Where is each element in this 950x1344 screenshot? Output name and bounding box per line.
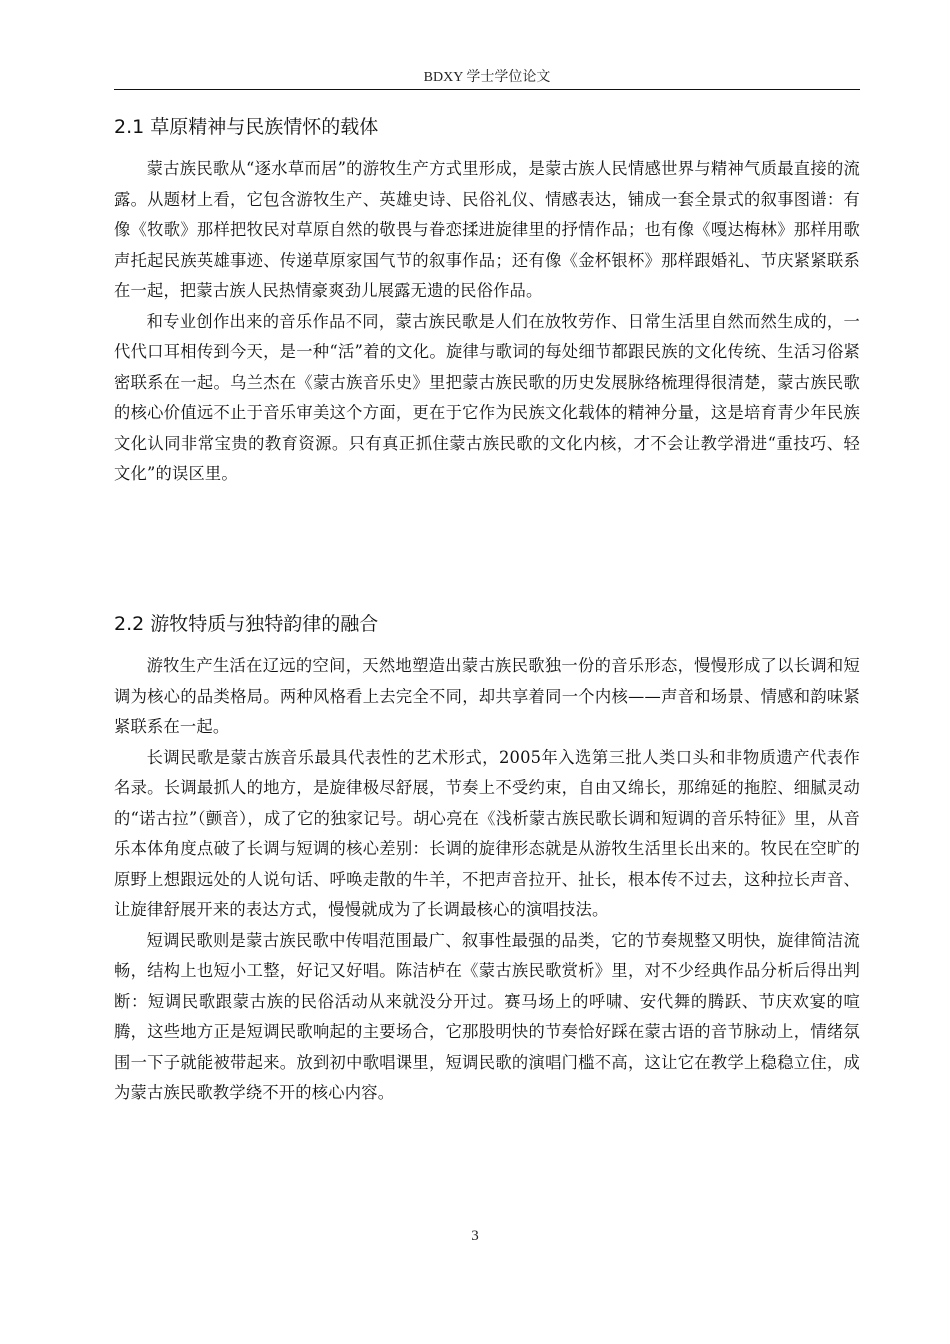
paragraph: 和专业创作出来的音乐作品不同，蒙古族民歌是人们在放牧劳作、日常生活里自然而然生成的，一代代口耳相传到今天，是一种“活”着的文化。旋律与歌词的每处细节都跟民族的文化传统、生活习俗紧密联系在一起。乌兰杰在《蒙古族音乐史》里把蒙古族民歌的历史发展脉络梳理得很清楚，蒙古族民歌的核心价值远不止于音乐审美这个方面，更在于它作为民族文化载体的精神分量，这是培育青少年民族文化认同非常宝贵的教育资源。只有真正抓住蒙古族民歌的文化内核，才不会让教学滑进“重技巧、轻文化”的误区里。 (114, 311, 860, 483)
paragraph: 蒙古族民歌从“逐水草而居”的游牧生产方式里形成，是蒙古族人民情感世界与精神气质最直接的流露。从题材上看，它包含游牧生产、英雄史诗、民俗礼仪、情感表达，铺成一套全景式的叙事图谱：有像《牧歌》那样把牧民对草原自然的敬畏与眷恋揉进旋律里的抒情作品；也有像《嘎达梅林》那样用歌声托起民族英雄事迹、传递草原家国气节的叙事作品；还有像《金杯银杯》那样跟婚礼、节庆紧紧联系在一起，把蒙古族人民热情豪爽劲儿展露无遗的民俗作品。 (114, 159, 860, 300)
section-heading: 2.2 游牧特质与独特韵律的融合 (114, 613, 379, 635)
section-heading: 2.1 草原精神与民族情怀的载体 (114, 116, 379, 138)
paragraph: 长调民歌是蒙古族音乐最具代表性的艺术形式，2005年入选第三批人类口头和非物质遗产代表作名录。长调最抓人的地方，是旋律极尽舒展，节奏上不受约束，自由又绵长，那绵延的拖腔、细腻灵动的“诺古拉”（颤音），成了它的独家记号。胡心亮在《浅析蒙古族民歌长调和短调的音乐特征》里，从音乐本体角度点破了长调与短调的核心差别：长调的旋律形态就是从游牧生活里长出来的。牧民在空旷的原野上想跟远处的人说句话、呼唤走散的牛羊，不把声音拉开、扯长，根本传不过去，这种拉长声音、让旋律舒展开来的表达方式，慢慢就成为了长调最核心的演唱技法。 (114, 747, 860, 919)
paragraph: 短调民歌则是蒙古族民歌中传唱范围最广、叙事性最强的品类，它的节奏规整又明快，旋律简洁流畅，结构上也短小工整，好记又好唱。陈洁栌在《蒙古族民歌赏析》里，对不少经典作品分析后得出判断：短调民歌跟蒙古族的民俗活动从来就没分开过。赛马场上的呼啸、安代舞的腾跃、节庆欢宴的喧腾，这些地方正是短调民歌响起的主要场合，它那股明快的节奏恰好踩在蒙古语的音节脉动上，情绪氛围一下子就能被带起来。放到初中歌唱课里，短调民歌的演唱门槛不高，这让它在教学上稳稳立住，成为蒙古族民歌教学绕不开的核心内容。 (114, 930, 860, 1102)
paragraph: 游牧生产生活在辽远的空间，天然地塑造出蒙古族民歌独一份的音乐形态，慢慢形成了以长调和短调为核心的品类格局。两种风格看上去完全不同，却共享着同一个内核——声音和场景、情感和韵味紧紧联系在一起。 (114, 656, 860, 736)
page-header: BDXY 学士学位论文 (114, 67, 860, 90)
page-number: 3 (471, 1228, 479, 1244)
section-2-1 (114, 112, 860, 490)
section-2-2 (114, 609, 860, 1109)
